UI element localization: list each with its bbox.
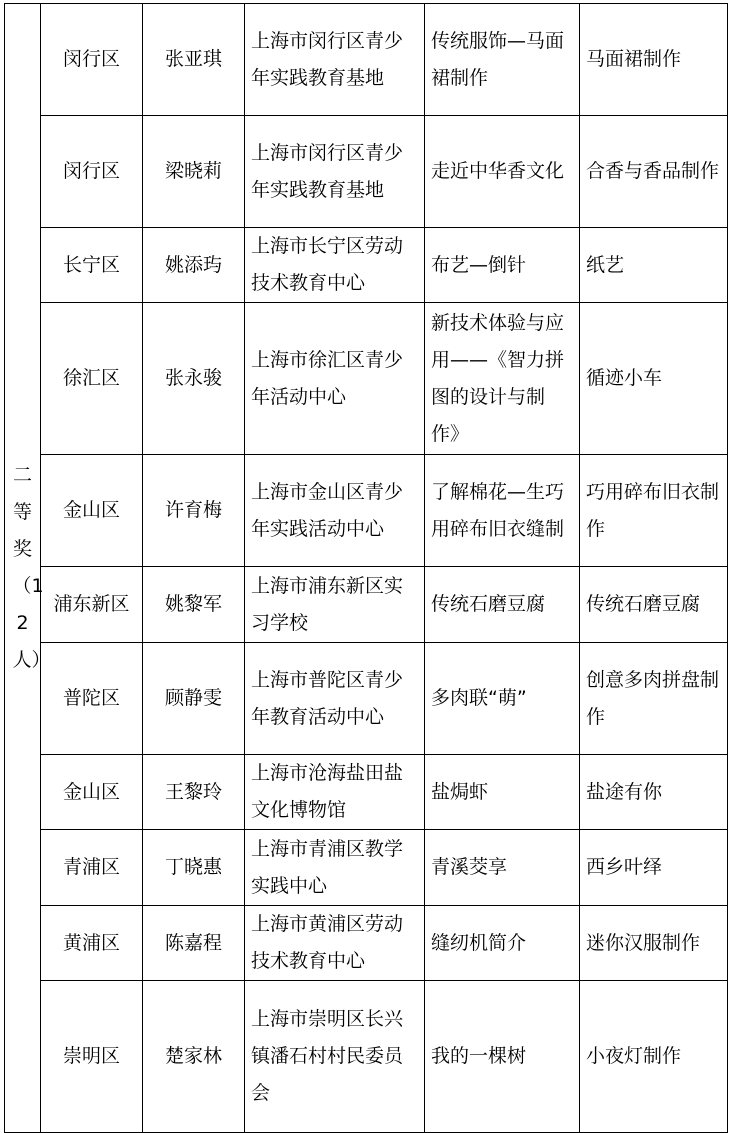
name-cell: 梁晓莉 bbox=[143, 116, 245, 228]
name-cell: 张永骏 bbox=[143, 303, 245, 455]
unit-cell: 上海市沧海盐田盐文化博物馆 bbox=[245, 755, 425, 830]
course-cell: 新技术体验与应用——《智力拼图的设计与制作》 bbox=[425, 303, 580, 455]
table-row bbox=[5, 643, 728, 755]
course-cell: 了解棉花—生巧用碎布旧衣缝制 bbox=[425, 455, 580, 567]
course-cell: 我的一棵树 bbox=[425, 981, 580, 1133]
unit-cell: 上海市黄浦区劳动技术教育中心 bbox=[245, 906, 425, 981]
district-cell: 徐汇区 bbox=[41, 303, 143, 455]
course-cell: 走近中华香文化 bbox=[425, 116, 580, 228]
course-cell: 盐焗虾 bbox=[425, 755, 580, 830]
course-cell: 布艺—倒针 bbox=[425, 228, 580, 303]
table-row bbox=[5, 228, 728, 303]
unit-cell: 上海市闵行区青少年实践教育基地 bbox=[245, 4, 425, 116]
name-cell: 许育梅 bbox=[143, 455, 245, 567]
district-cell: 闵行区 bbox=[41, 4, 143, 116]
name-cell: 丁晓惠 bbox=[143, 830, 245, 906]
project-cell: 合香与香品制作 bbox=[580, 116, 728, 228]
project-cell: 马面裙制作 bbox=[580, 4, 728, 116]
course-cell: 传统石磨豆腐 bbox=[425, 567, 580, 643]
district-cell: 青浦区 bbox=[41, 830, 143, 906]
table-row bbox=[5, 755, 728, 830]
district-cell: 金山区 bbox=[41, 455, 143, 567]
table-row bbox=[5, 567, 728, 643]
course-cell: 多肉联“萌” bbox=[425, 643, 580, 755]
district-cell: 长宁区 bbox=[41, 228, 143, 303]
table-row bbox=[5, 455, 728, 567]
unit-cell: 上海市崇明区长兴镇潘石村村民委员会 bbox=[245, 981, 425, 1133]
name-cell: 姚黎军 bbox=[143, 567, 245, 643]
name-cell: 陈嘉程 bbox=[143, 906, 245, 981]
award-table bbox=[4, 3, 728, 1133]
district-cell: 黄浦区 bbox=[41, 906, 143, 981]
table-row bbox=[5, 981, 728, 1133]
district-cell: 浦东新区 bbox=[41, 567, 143, 643]
project-cell: 创意多肉拼盘制作 bbox=[580, 643, 728, 755]
district-cell: 崇明区 bbox=[41, 981, 143, 1133]
project-cell: 盐途有你 bbox=[580, 755, 728, 830]
district-cell: 闵行区 bbox=[41, 116, 143, 228]
unit-cell: 上海市金山区青少年实践活动中心 bbox=[245, 455, 425, 567]
name-cell: 王黎玲 bbox=[143, 755, 245, 830]
award-rank-cell bbox=[5, 4, 51, 1133]
table-row bbox=[5, 303, 728, 455]
table-row bbox=[5, 830, 728, 906]
name-cell: 楚家林 bbox=[143, 981, 245, 1133]
award-rank-label: 二等奖（12人） bbox=[12, 464, 51, 671]
unit-cell: 上海市青浦区教学实践中心 bbox=[245, 830, 425, 906]
project-cell: 西乡叶绎 bbox=[580, 830, 728, 906]
project-cell: 传统石磨豆腐 bbox=[580, 567, 728, 643]
project-cell: 迷你汉服制作 bbox=[580, 906, 728, 981]
table-row bbox=[5, 116, 728, 228]
project-cell: 循迹小车 bbox=[580, 303, 728, 455]
course-cell: 缝纫机简介 bbox=[425, 906, 580, 981]
project-cell: 巧用碎布旧衣制作 bbox=[580, 455, 728, 567]
unit-cell: 上海市普陀区青少年教育活动中心 bbox=[245, 643, 425, 755]
district-cell: 普陀区 bbox=[41, 643, 143, 755]
table-row bbox=[5, 906, 728, 981]
unit-cell: 上海市长宁区劳动技术教育中心 bbox=[245, 228, 425, 303]
unit-cell: 上海市徐汇区青少年活动中心 bbox=[245, 303, 425, 455]
district-cell: 金山区 bbox=[41, 755, 143, 830]
unit-cell: 上海市闵行区青少年实践教育基地 bbox=[245, 116, 425, 228]
table-row bbox=[5, 4, 728, 116]
name-cell: 张亚琪 bbox=[143, 4, 245, 116]
course-cell: 传统服饰—马面裙制作 bbox=[425, 4, 580, 116]
course-cell: 青溪茭享 bbox=[425, 830, 580, 906]
project-cell: 小夜灯制作 bbox=[580, 981, 728, 1133]
name-cell: 姚添玙 bbox=[143, 228, 245, 303]
name-cell: 顾静雯 bbox=[143, 643, 245, 755]
project-cell: 纸艺 bbox=[580, 228, 728, 303]
unit-cell: 上海市浦东新区实习学校 bbox=[245, 567, 425, 643]
